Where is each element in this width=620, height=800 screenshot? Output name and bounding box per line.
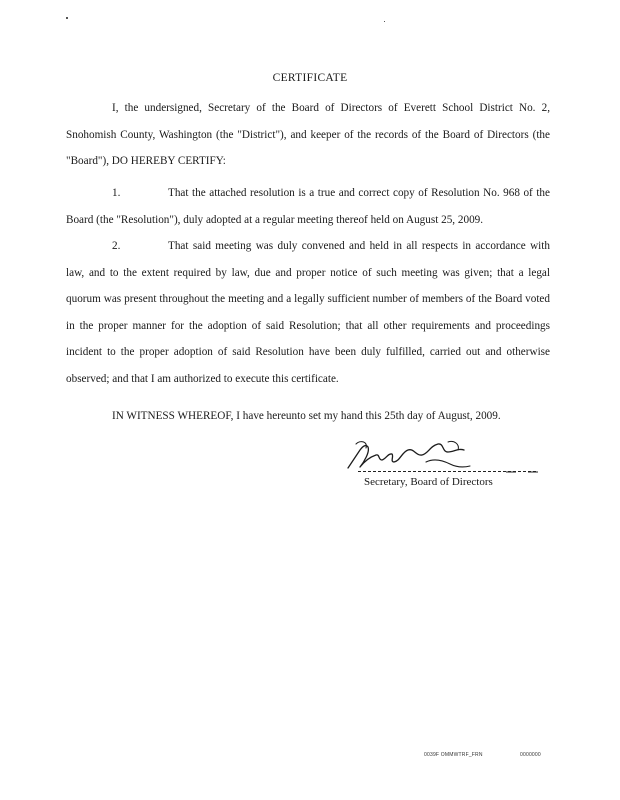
item-2 <box>66 233 550 392</box>
item-2-text: That said meeting was duly convened and held in all respects in accordance with law, and to the extent required by law, due and proper notice of such meeting was given; that a legal quorum was present throughout the meeting and a legally sufficient number of members of the Board voted in the proper manner for the adoption of said Resolution; that all other requirements and proceedings incident to the proper adoption of said Resolution have been duly fulfilled, carried out and otherwise observed; and that I am authorized to execute this certificate. <box>66 240 550 385</box>
signature-caption: Secretary, Board of Directors <box>364 476 493 488</box>
witness-paragraph: IN WITNESS WHEREOF, I have hereunto set my hand this 25th day of August, 2009. <box>112 410 501 422</box>
scan-speck <box>66 17 68 19</box>
intro-paragraph: I, the undersigned, Secretary of the Board of Directors of Everett School District No. 2, Snohomish County, Washington (the "District"), and keeper of the records of the Board of Directors (the "Board"), DO HEREBY CERTIFY: <box>66 102 550 167</box>
footer-bates-number: 0000000 <box>520 752 541 758</box>
item-2-number: 2. <box>112 240 121 252</box>
signature-block <box>330 438 560 498</box>
certificate-title: CERTIFICATE <box>272 72 348 84</box>
handwritten-signature <box>330 438 560 478</box>
item-1-text: That the attached resolution is a true and correct copy of Resolution No. 968 of the Board (the "Resolution"), duly adopted at a regular meeting thereof held on August 25, 2009. <box>66 187 550 226</box>
item-1-number: 1. <box>112 187 121 199</box>
footer-doc-id: 0039F OMMWTRF_FRN <box>424 752 483 758</box>
scan-speck <box>384 21 385 22</box>
item-1 <box>66 180 550 233</box>
signature-line <box>358 471 536 472</box>
